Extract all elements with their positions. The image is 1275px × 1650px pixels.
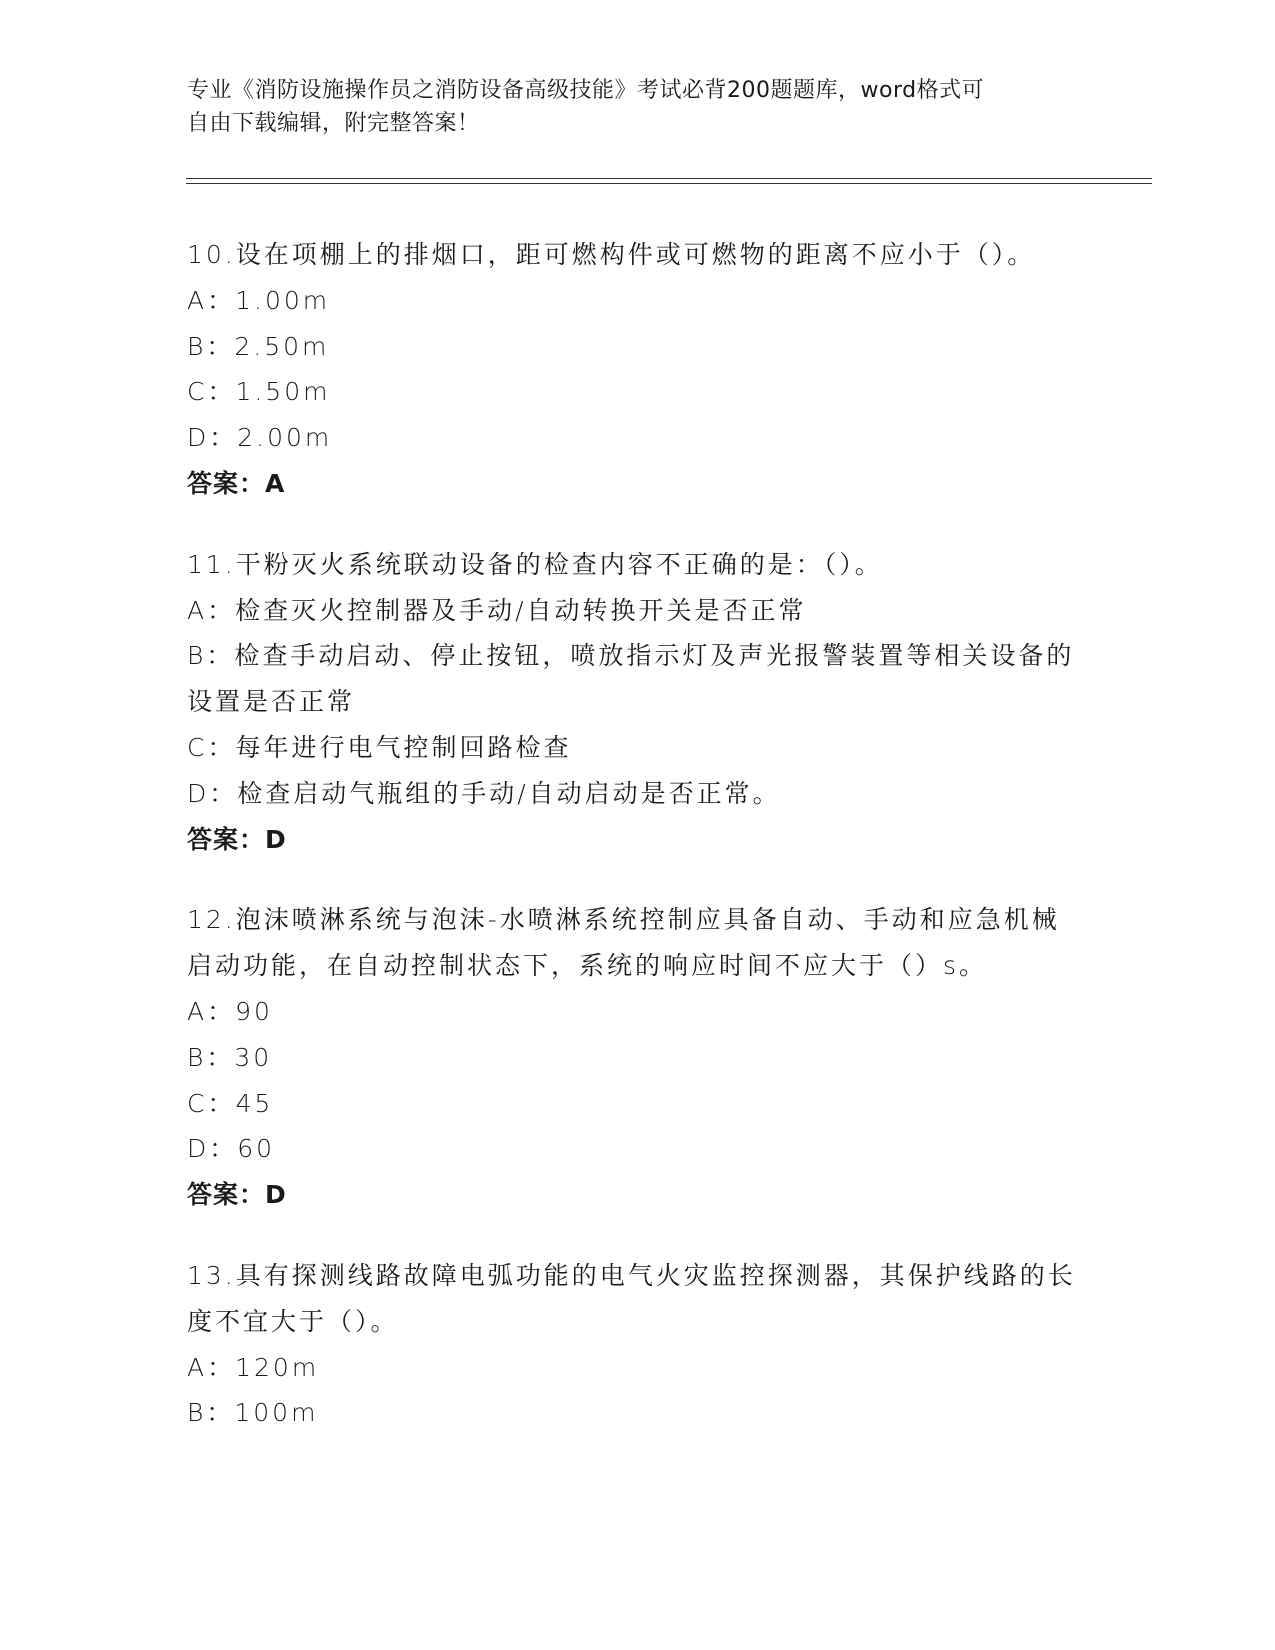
option-c: C：每年进行电气控制回路检查 bbox=[187, 732, 572, 762]
option-d: D：60 bbox=[187, 1134, 276, 1164]
question-12 bbox=[187, 897, 1077, 1218]
option-a: A：120m bbox=[187, 1352, 320, 1382]
header-line-2: 自由下载编辑，附完整答案！ bbox=[187, 111, 480, 136]
question-text: 12.泡沫喷淋系统与泡沫-水喷淋系统控制应具备自动、手动和应急机械启动功能，在自动控制状态下，系统的响应时间不应大于（）s。 bbox=[187, 905, 1060, 981]
option-d: D：2.00m bbox=[187, 423, 333, 453]
option-c: C：1.50m bbox=[187, 377, 331, 407]
question-list bbox=[187, 232, 1077, 1471]
option-c: C：45 bbox=[187, 1088, 274, 1118]
question-11 bbox=[187, 542, 1077, 863]
option-d: D：检查启动气瓶组的手动/自动启动是否正常。 bbox=[187, 778, 781, 808]
option-b: B：2.50m bbox=[187, 331, 330, 361]
option-a: A：检查灭火控制器及手动/自动转换开关是否正常 bbox=[187, 595, 807, 625]
option-b: B：检查手动启动、停止按钮，喷放指示灯及声光报警装置等相关设备的设置是否正常 bbox=[187, 641, 1075, 717]
question-text: 13.具有探测线路故障电弧功能的电气火灾监控探测器，其保护线路的长度不宜大于（）。 bbox=[187, 1260, 1076, 1336]
question-13 bbox=[187, 1253, 1077, 1436]
question-10 bbox=[187, 232, 1077, 507]
option-b: B：30 bbox=[187, 1042, 273, 1072]
answer: 答案：D bbox=[187, 824, 287, 854]
question-text: 10.设在项棚上的排烟口，距可燃构件或可燃物的距离不应小于（）。 bbox=[187, 240, 1036, 269]
header-divider-bottom bbox=[186, 183, 1152, 184]
answer: 答案：A bbox=[187, 468, 286, 498]
option-a: A：1.00m bbox=[187, 285, 331, 315]
header-line-1: 专业《消防设施操作员之消防设备高级技能》考试必背200题题库，word格式可 bbox=[187, 78, 985, 103]
header-divider-top bbox=[186, 178, 1152, 179]
question-text: 11.干粉灭火系统联动设备的检查内容不正确的是：（）。 bbox=[187, 549, 883, 579]
option-b: B：100m bbox=[187, 1398, 319, 1428]
document-header bbox=[187, 74, 1077, 140]
answer: 答案：D bbox=[187, 1180, 287, 1210]
option-a: A：90 bbox=[187, 996, 273, 1026]
